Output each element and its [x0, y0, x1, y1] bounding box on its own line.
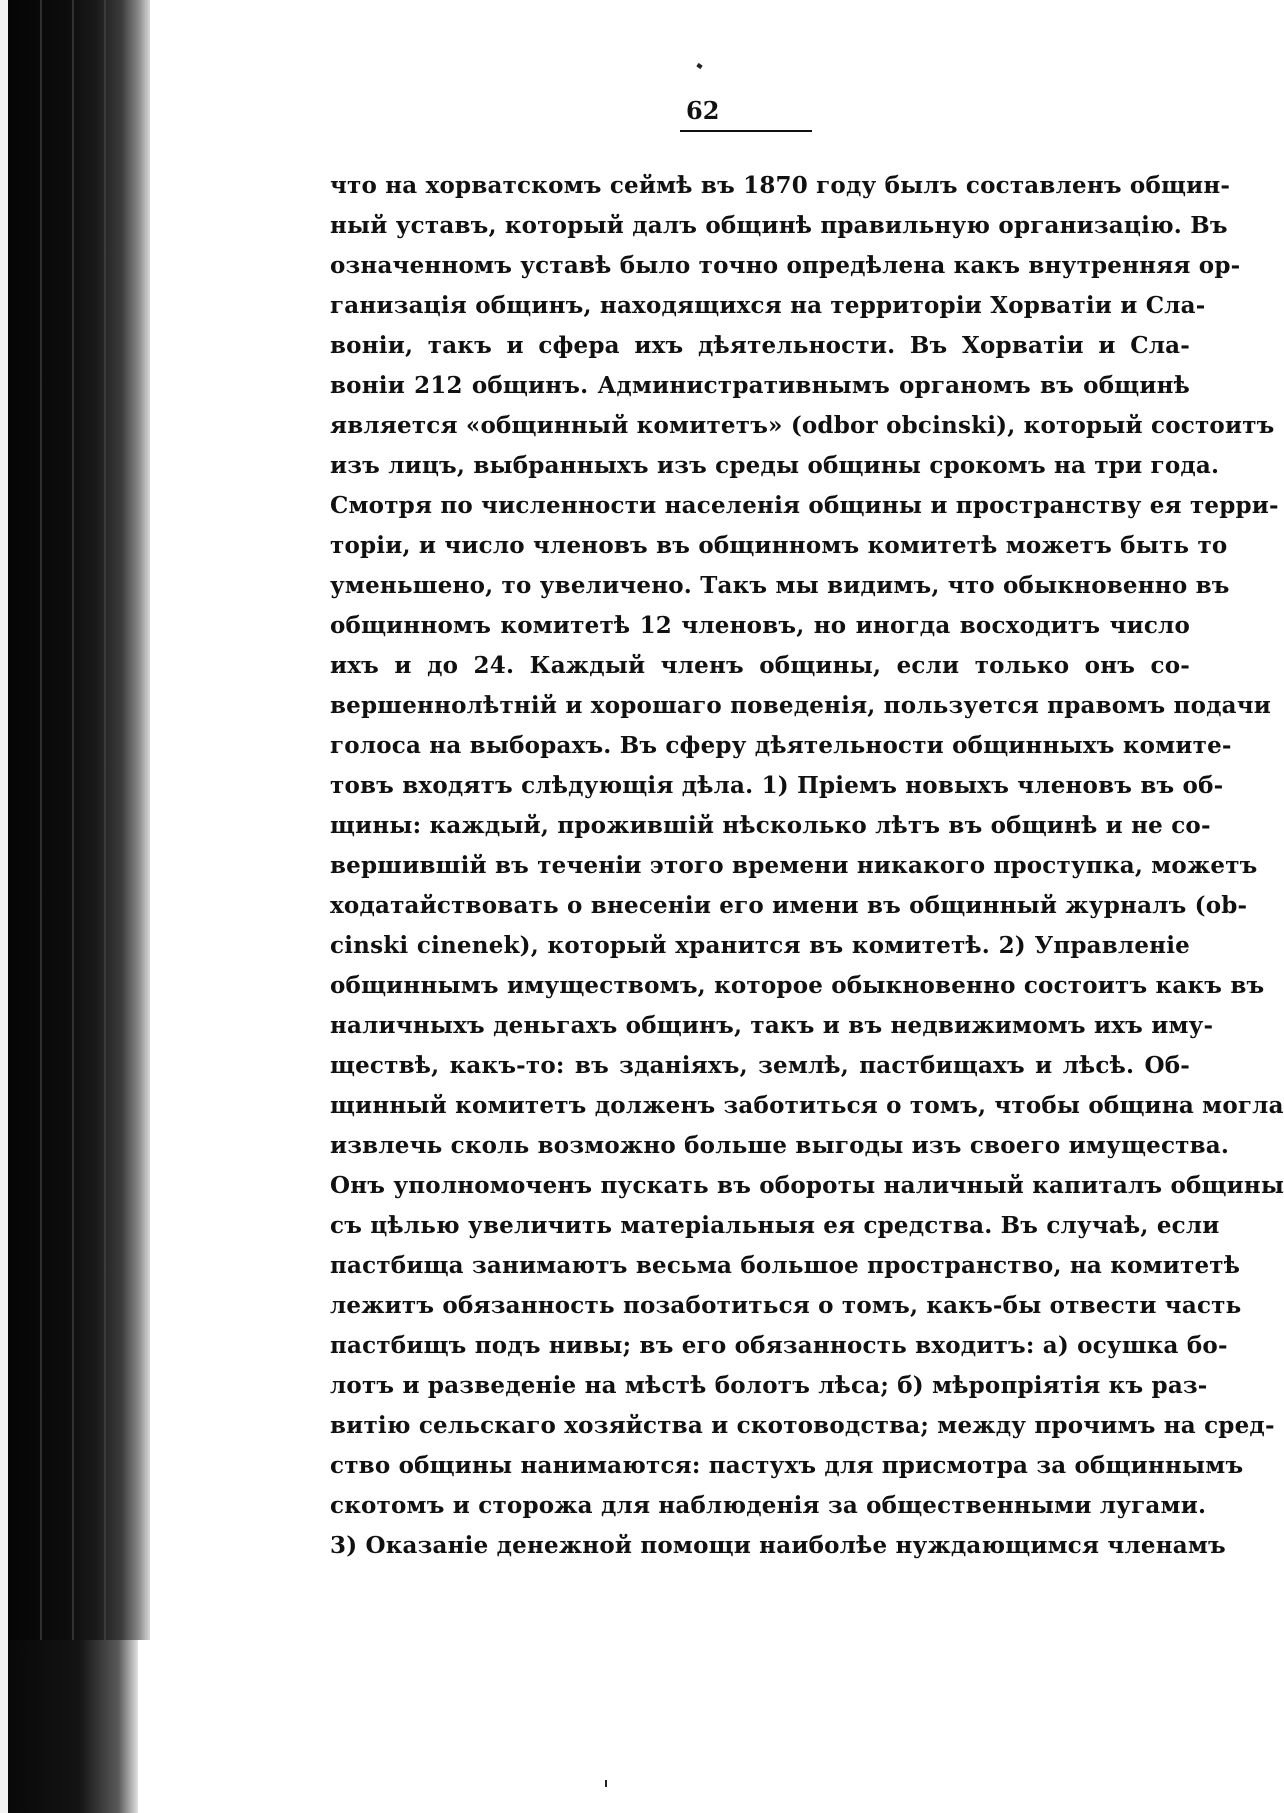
text-line: изъ лицъ, выбранныхъ изъ среды общины срокомъ на три года. [330, 452, 1220, 479]
spine-lower-band [8, 1640, 138, 1813]
text-line: наличныхъ деньгахъ общинъ, такъ и въ недвижимомъ ихъ иму- [330, 1012, 1214, 1039]
text-line: Онъ уполномоченъ пускать въ обороты наличный капиталъ общины [330, 1172, 1284, 1199]
text-line: воніи 212 общинъ. Административнымъ органомъ въ общинѣ [330, 372, 1190, 399]
text-line: скотомъ и сторожа для наблюденія за общественными лугами. [330, 1492, 1207, 1519]
text-line: витію сельскаго хозяйства и скотоводства; между прочимъ на сред- [330, 1412, 1275, 1439]
text-line: Смотря по численности населенія общины и пространству ея терри- [330, 492, 1279, 519]
text-line: пастбища занимаютъ весьма большое пространство, на комитетѣ [330, 1252, 1241, 1279]
text-line: щинный комитетъ долженъ заботиться о томъ, чтобы община могла [330, 1092, 1284, 1119]
text-line: является «общинный комитетъ» (odbor obcinski), который состоитъ [330, 412, 1275, 439]
text-line: лотъ и разведеніе на мѣстѣ болотъ лѣса; б) мѣропріятія къ раз- [330, 1372, 1208, 1399]
text-line: вершеннолѣтній и хорошаго поведенія, пользуется правомъ подачи [330, 692, 1272, 719]
text-line: 3) Оказаніе денежной помощи наиболѣе нуждающимся членамъ [330, 1532, 1226, 1559]
body-text [330, 166, 1284, 1766]
print-speck [696, 63, 702, 69]
print-speck [605, 1780, 607, 1787]
text-line: съ цѣлью увеличить матеріальныя ея средства. Въ случаѣ, если [330, 1212, 1220, 1239]
spine-dark-band [8, 0, 150, 1640]
text-line: лежитъ обязанность позаботиться о томъ, какъ-бы отвести часть [330, 1292, 1242, 1319]
text-line: воніи, такъ и сфера ихъ дѣятельности. Въ Хорватіи и Сла- [330, 332, 1190, 359]
text-line: щины: каждый, прожившій нѣсколько лѣтъ въ общинѣ и не со- [330, 812, 1211, 839]
text-line: товъ входятъ слѣдующія дѣла. 1) Пріемъ новыхъ членовъ въ об- [330, 772, 1224, 799]
text-line: пастбищъ подъ нивы; въ его обязанность входитъ: а) осушка бо- [330, 1332, 1228, 1359]
spine-streak [40, 0, 42, 1640]
text-line: ихъ и до 24. Каждый членъ общины, если только онъ со- [330, 652, 1190, 679]
text-line: вершившій въ теченіи этого времени никакого проступка, можетъ [330, 852, 1258, 879]
text-line: ный уставъ, который далъ общинѣ правильную организацію. Въ [330, 212, 1228, 239]
page-number: 62 [686, 96, 720, 125]
spine-streak [72, 0, 74, 1640]
text-line: извлечь сколь возможно больше выгоды изъ своего имущества. [330, 1132, 1230, 1159]
text-line: общиннымъ имуществомъ, которое обыкновенно состоитъ какъ въ [330, 972, 1265, 999]
text-line: уменьшено, то увеличено. Такъ мы видимъ, что обыкновенно въ [330, 572, 1230, 599]
page-number-rule [680, 130, 812, 132]
text-line: ходатайствовать о внесеніи его имени въ общинный журналъ (ob- [330, 892, 1248, 919]
text-line: cinski cinenek), который хранится въ комитетѣ. 2) Управленіе [330, 932, 1190, 959]
text-line: ществѣ, какъ-то: въ зданіяхъ, землѣ, пастбищахъ и лѣсѣ. Об- [330, 1052, 1190, 1079]
spine-edge [0, 0, 8, 1813]
text-line: ство общины нанимаются: пастухъ для присмотра за общиннымъ [330, 1452, 1244, 1479]
text-line: общинномъ комитетѣ 12 членовъ, но иногда восходитъ число [330, 612, 1190, 639]
text-line: означенномъ уставѣ было точно опредѣлена какъ внутренняя ор- [330, 252, 1241, 279]
text-line: торіи, и число членовъ въ общинномъ комитетѣ можетъ быть то [330, 532, 1228, 559]
binding-shadow [0, 0, 150, 1813]
text-line: что на хорватскомъ сеймѣ въ 1870 году былъ составленъ общин- [330, 172, 1231, 199]
text-line: голоса на выборахъ. Въ сферу дѣятельности общинныхъ комите- [330, 732, 1232, 759]
spine-streak [104, 0, 106, 1640]
text-line: ганизація общинъ, находящихся на территоріи Хорватіи и Сла- [330, 292, 1206, 319]
